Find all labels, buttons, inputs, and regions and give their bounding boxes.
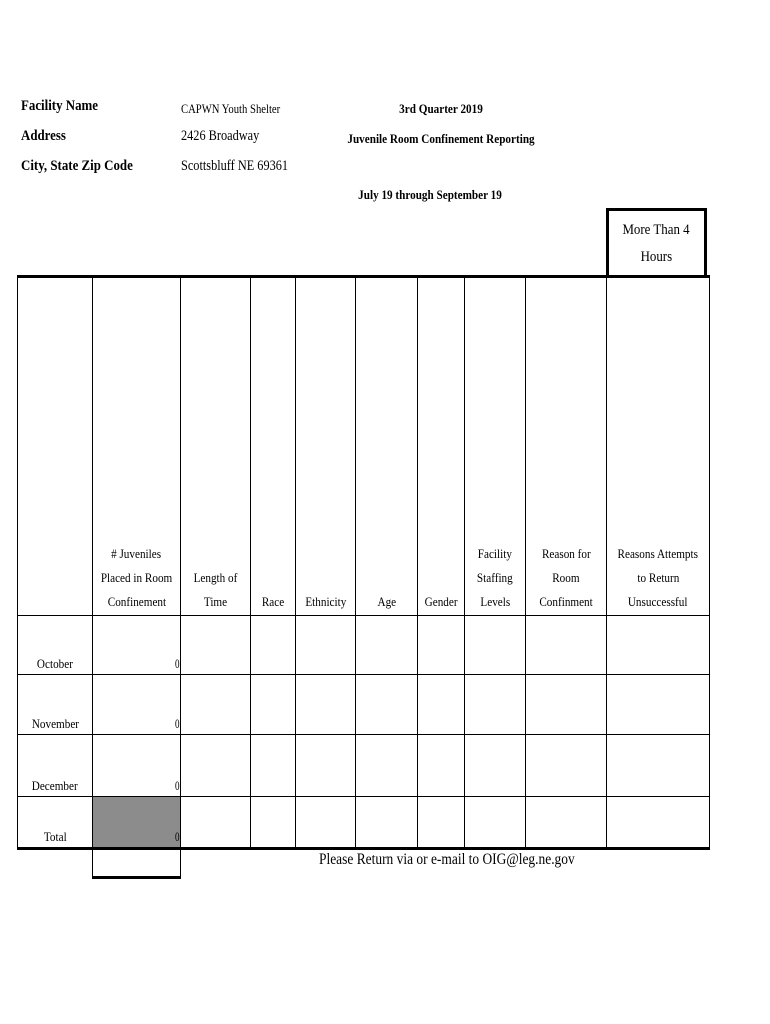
report-quarter: 3rd Quarter 2019 [399, 101, 483, 116]
table-cell[interactable] [418, 735, 465, 797]
table-cell[interactable] [251, 616, 296, 675]
table-cell[interactable] [181, 797, 251, 849]
extra-box [92, 847, 181, 879]
column-header-length-of-time: Length of Time [181, 277, 251, 616]
column-header-ethnicity: Ethnicity [296, 277, 356, 616]
table-cell[interactable] [465, 735, 526, 797]
count-cell[interactable]: 0 [93, 616, 181, 675]
city-state-zip-value: Scottsbluff NE 69361 [181, 158, 289, 174]
return-instructions: Please Return via or e-mail to OIG@leg.ne.gov [319, 851, 575, 868]
confinement-table [17, 275, 710, 850]
column-header-staffing-levels: Facility Staffing Levels [465, 277, 526, 616]
table-row-total [18, 797, 710, 849]
more-than-4-hours-header [606, 208, 707, 276]
column-header-race: Race [251, 277, 296, 616]
column-header-gender: Gender [418, 277, 465, 616]
table-cell[interactable] [356, 616, 418, 675]
table-cell[interactable] [526, 675, 607, 735]
table-cell[interactable] [296, 735, 356, 797]
table-cell[interactable] [418, 675, 465, 735]
column-header-reasons-unsuccessful: Reasons Attempts to Return Unsuccessful [607, 277, 710, 616]
report-period: July 19 through September 19 [358, 187, 502, 202]
table-cell[interactable] [251, 797, 296, 849]
count-cell[interactable]: 0 [93, 675, 181, 735]
table-row-october [18, 616, 710, 675]
table-cell[interactable] [296, 675, 356, 735]
table-cell[interactable] [251, 735, 296, 797]
table-cell[interactable] [526, 735, 607, 797]
row-label: December [32, 778, 78, 793]
table-cell[interactable] [181, 735, 251, 797]
table-cell[interactable] [356, 797, 418, 849]
section-header-line1: More Than 4 [622, 221, 691, 238]
table-cell[interactable] [465, 797, 526, 849]
table-cell[interactable] [356, 735, 418, 797]
address-label: Address [21, 128, 66, 144]
table-row-december [18, 735, 710, 797]
column-header-age: Age [356, 277, 418, 616]
column-header-juveniles-placed: # Juveniles Placed in Room Confinement [93, 277, 181, 616]
table-cell[interactable] [181, 616, 251, 675]
table-cell[interactable] [418, 616, 465, 675]
table-cell[interactable] [607, 735, 710, 797]
table-cell[interactable] [465, 675, 526, 735]
table-cell[interactable] [296, 797, 356, 849]
table-cell[interactable] [607, 797, 710, 849]
total-count-cell: 0 [93, 797, 181, 849]
table-cell[interactable] [526, 797, 607, 849]
count-cell[interactable]: 0 [93, 735, 181, 797]
table-cell[interactable] [251, 675, 296, 735]
row-label: November [31, 716, 79, 731]
report-title: Juvenile Room Confinement Reporting [347, 131, 535, 146]
table-cell[interactable] [526, 616, 607, 675]
table-cell[interactable] [181, 675, 251, 735]
facility-name-label: Facility Name [21, 98, 99, 114]
facility-name-value: CAPWN Youth Shelter [181, 101, 281, 116]
table-cell[interactable] [607, 616, 710, 675]
section-header-line2: Hours [640, 248, 673, 265]
table-cell[interactable] [465, 616, 526, 675]
table-cell[interactable] [607, 675, 710, 735]
table-header-row [18, 277, 710, 616]
column-header-month [18, 277, 93, 616]
city-state-zip-label: City, State Zip Code [21, 158, 133, 174]
address-value: 2426 Broadway [181, 128, 260, 144]
row-label: Total [43, 829, 67, 844]
column-header-reason: Reason for Room Confinment [526, 277, 607, 616]
table-cell[interactable] [356, 675, 418, 735]
table-row-november [18, 675, 710, 735]
table-cell[interactable] [418, 797, 465, 849]
table-cell[interactable] [296, 616, 356, 675]
row-label: October [36, 656, 74, 671]
